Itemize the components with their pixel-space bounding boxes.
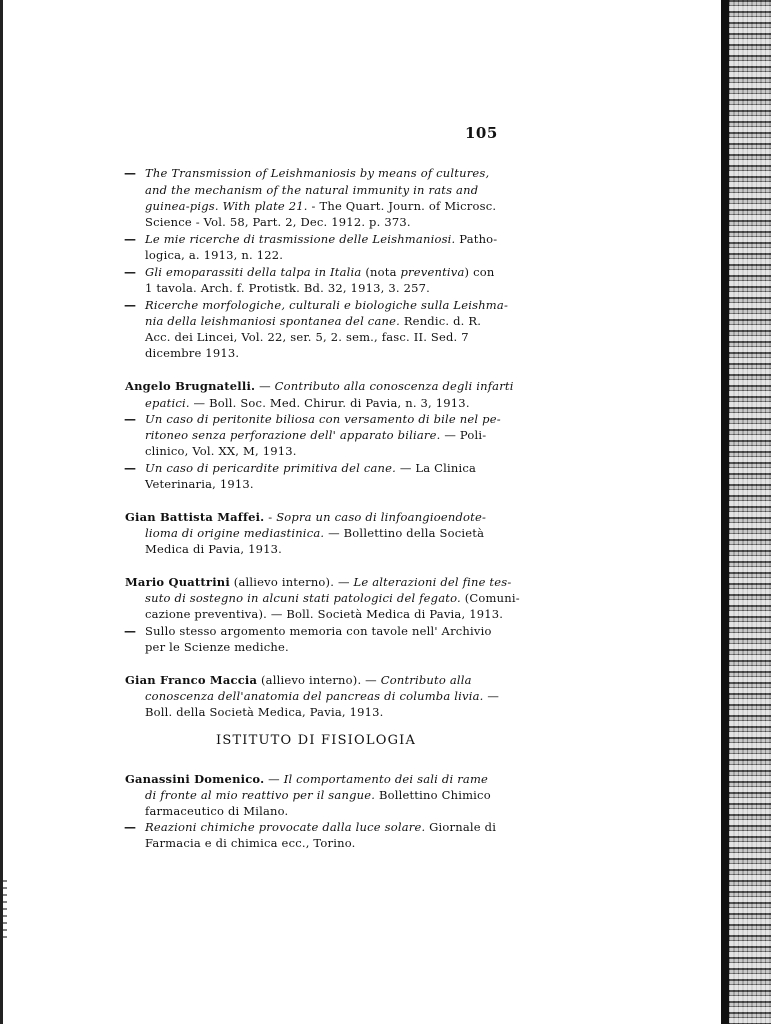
entry-line	[145, 199, 496, 213]
entry-line: clinico, Vol. XX, M, 1913.	[145, 444, 297, 458]
entry-line	[145, 166, 489, 180]
work-title: Reazioni chimiche provocate dalla luce solare.	[145, 820, 426, 834]
entry-line	[145, 788, 491, 802]
work-title: ritoneo senza perforazione dell' apparato biliare.	[145, 428, 441, 442]
entry-line: dicembre 1913.	[145, 346, 240, 360]
separator: -	[264, 510, 277, 524]
author-name: Ganassini Domenico.	[125, 772, 265, 786]
entry-line	[145, 396, 470, 410]
work-title: Un caso di peritonite biliosa con versamento di bile nel pe-	[145, 412, 501, 426]
work-title: conoscenza dell'anatomia del pancreas di columba livia.	[145, 689, 484, 703]
entry-line: cazione preventiva). — Boll. Società Medica di Pavia, 1913.	[145, 607, 504, 621]
entry-line	[145, 689, 499, 703]
entry-line	[145, 298, 508, 312]
publication-info: - The Quart. Journ. of Microsc.	[307, 199, 497, 213]
entry-line: Acc. dei Lincei, Vol. 22, ser. 5, 2. sem., fasc. II. Sed. 7	[145, 330, 469, 344]
work-title: Sopra un caso di linfoangioendote-	[276, 510, 487, 524]
page-left-speckle	[3, 880, 7, 940]
work-title: Il comportamento dei sali di rame	[283, 772, 489, 786]
author-name: Gian Franco Maccia	[125, 673, 258, 687]
entry-line	[145, 232, 497, 246]
entry-line	[125, 673, 472, 687]
publication-info: (nota	[361, 265, 401, 279]
publication-info: — Poli-	[440, 428, 487, 442]
work-title: suto di sostegno in alcuni stati patologici del fegato.	[145, 591, 461, 605]
entry-line: Farmacia e di chimica ecc., Torino.	[145, 836, 356, 850]
work-title: The Transmission of Leishmaniosis by means of cultures,	[145, 166, 490, 180]
publication-info: —	[483, 689, 500, 703]
publication-info: — Boll. Soc. Med. Chirur. di Pavia, n. 3, 1913.	[189, 396, 470, 410]
work-title: Contributo alla conoscenza degli infarti	[274, 379, 514, 393]
publication-info: (Comuni-	[460, 591, 520, 605]
publication-info: Patho-	[455, 232, 498, 246]
entry-line	[145, 591, 520, 605]
entry-line: logica, a. 1913, n. 122.	[145, 248, 284, 262]
entry-line	[145, 526, 484, 540]
entry-line: Sullo stesso argomento memoria con tavole nell' Archivio	[145, 624, 492, 638]
work-title: preventiva	[400, 265, 465, 279]
publication-info: — Bollettino della Società	[324, 526, 485, 540]
publication-info: Giornale di	[425, 820, 497, 834]
entry-line	[145, 265, 494, 279]
work-title: guinea-pigs. With plate 21.	[145, 199, 308, 213]
work-title: epatici.	[145, 396, 190, 410]
entry-line: 1 tavola. Arch. f. Protistk. Bd. 32, 1913, 3. 257.	[145, 281, 430, 295]
publication-info: (allievo interno). —	[229, 575, 354, 589]
publication-info: (allievo interno). —	[257, 673, 381, 687]
entry-line	[145, 428, 486, 442]
publication-info: ) con	[464, 265, 495, 279]
entry-line: Boll. della Società Medica, Pavia, 1913.	[145, 705, 384, 719]
entry-line	[125, 379, 514, 393]
entry-line	[145, 820, 496, 834]
author-name: Angelo Brugnatelli.	[125, 379, 256, 393]
page-number: 105	[465, 124, 498, 142]
entry-dash: —	[124, 265, 136, 279]
entry-line	[145, 461, 476, 475]
separator: —	[264, 772, 284, 786]
work-title: Gli emoparassiti della talpa in Italia	[145, 265, 362, 279]
entry-line: Science - Vol. 58, Part. 2, Dec. 1912. p. 373.	[145, 215, 411, 229]
author-name: Mario Quattrini	[125, 575, 230, 589]
work-title: nia della leishmaniosi spontanea del cane.	[145, 314, 400, 328]
work-title: di fronte al mio reattivo per il sangue.	[145, 788, 376, 802]
author-name: Gian Battista Maffei.	[125, 510, 265, 524]
entry-line	[125, 510, 486, 524]
entry-dash: —	[124, 820, 136, 834]
entry-line: Medica di Pavia, 1913.	[145, 542, 283, 556]
work-title: Ricerche morfologiche, culturali e biologiche sulla Leishma-	[145, 298, 509, 312]
entry-dash: —	[124, 166, 136, 180]
entry-dash: —	[124, 624, 136, 638]
entry-dash: —	[124, 232, 136, 246]
entry-dash: —	[124, 412, 136, 426]
entry-line: Veterinaria, 1913.	[145, 477, 254, 491]
entry-line	[125, 772, 488, 786]
work-title: and the mechanism of the natural immunity in rats and	[145, 183, 479, 197]
entry-dash: —	[124, 461, 136, 475]
work-title: Le mie ricerche di trasmissione delle Leishmaniosi.	[145, 232, 456, 246]
entry-line	[145, 314, 481, 328]
work-title: Un caso di pericardite primitiva del cane.	[145, 461, 396, 475]
entry-line: farmaceutico di Milano.	[145, 804, 289, 818]
separator: —	[255, 379, 275, 393]
entry-line: per le Scienze mediche.	[145, 640, 289, 654]
entry-dash: —	[124, 298, 136, 312]
entry-line	[145, 183, 478, 197]
work-title: lioma di origine mediastinica.	[145, 526, 325, 540]
page-left-edge	[0, 0, 3, 1024]
work-title: Contributo alla	[380, 673, 472, 687]
work-title: Le alterazioni del fine tes-	[353, 575, 512, 589]
entry-line	[125, 575, 511, 589]
publication-info: — La Clinica	[395, 461, 477, 475]
entry-line	[145, 412, 501, 426]
page-binding-edge	[729, 0, 771, 1024]
page-right-border	[721, 0, 729, 1024]
section-heading: ISTITUTO DI FISIOLOGIA	[216, 733, 417, 748]
publication-info: Rendic. d. R.	[399, 314, 482, 328]
publication-info: Bollettino Chimico	[375, 788, 491, 802]
